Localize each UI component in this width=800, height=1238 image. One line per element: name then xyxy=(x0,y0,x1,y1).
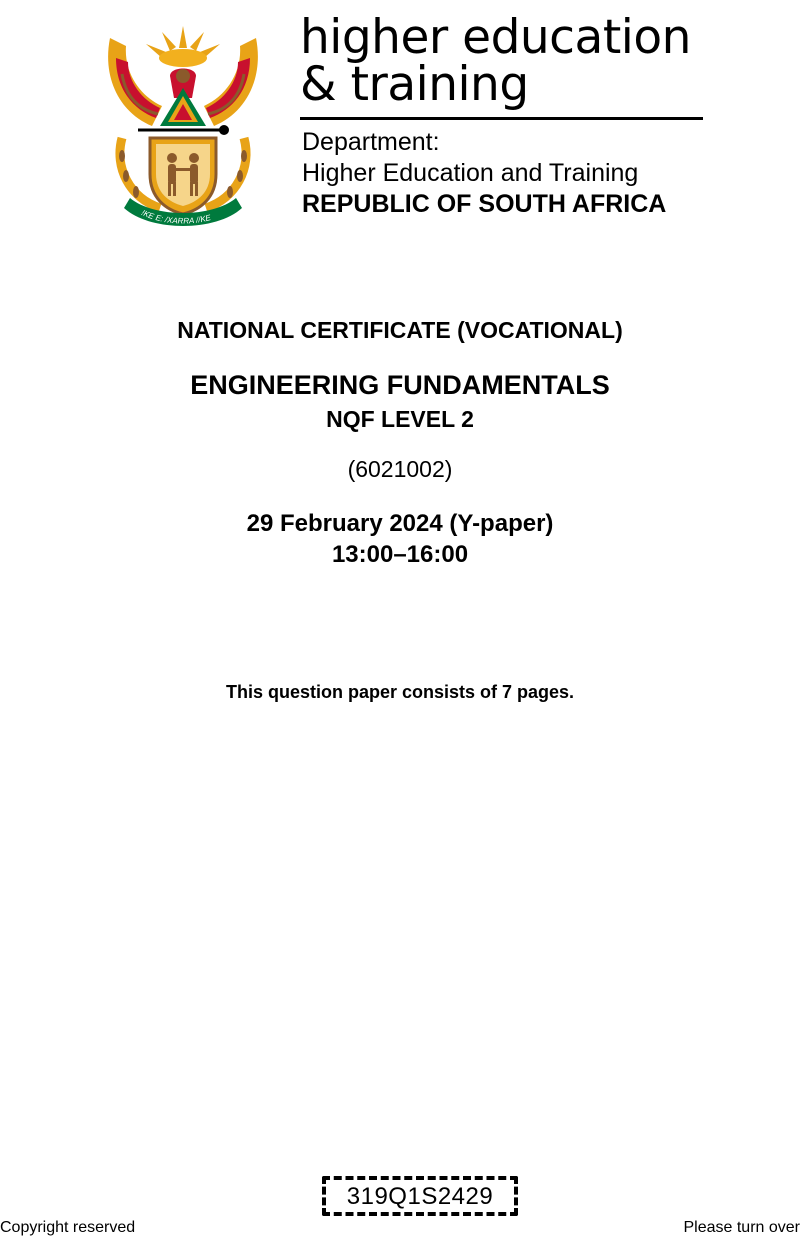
dept-name: Higher Education and Training xyxy=(302,159,639,187)
dept-label: Department: xyxy=(302,128,440,156)
copyright-notice: Copyright reserved xyxy=(0,1219,136,1236)
certificate-title: NATIONAL CERTIFICATE (VOCATIONAL) xyxy=(177,317,623,343)
subject-title: ENGINEERING FUNDAMENTALS xyxy=(190,370,610,400)
nqf-level: NQF LEVEL 2 xyxy=(326,406,474,432)
subject-code: (6021002) xyxy=(347,456,453,482)
motto-text: !KE E: /XARRA //KE xyxy=(140,208,212,226)
brand-divider xyxy=(300,117,703,120)
coat-of-arms-icon xyxy=(100,18,266,232)
paper-code: 319Q1S2429 xyxy=(346,1183,494,1210)
paper-code-box xyxy=(322,1176,518,1216)
brand-line-1: higher education xyxy=(300,10,691,65)
brand-wordmark xyxy=(300,10,691,112)
turn-over-note: Please turn over xyxy=(683,1219,800,1236)
department-block xyxy=(302,127,666,220)
exam-time: 13:00–16:00 xyxy=(331,541,469,568)
dept-country: REPUBLIC OF SOUTH AFRICA xyxy=(302,190,667,218)
brand-line-2: & training xyxy=(300,57,529,112)
exam-date: 29 February 2024 (Y-paper) xyxy=(246,510,554,537)
page-count-note: This question paper consists of 7 pages. xyxy=(225,682,575,702)
